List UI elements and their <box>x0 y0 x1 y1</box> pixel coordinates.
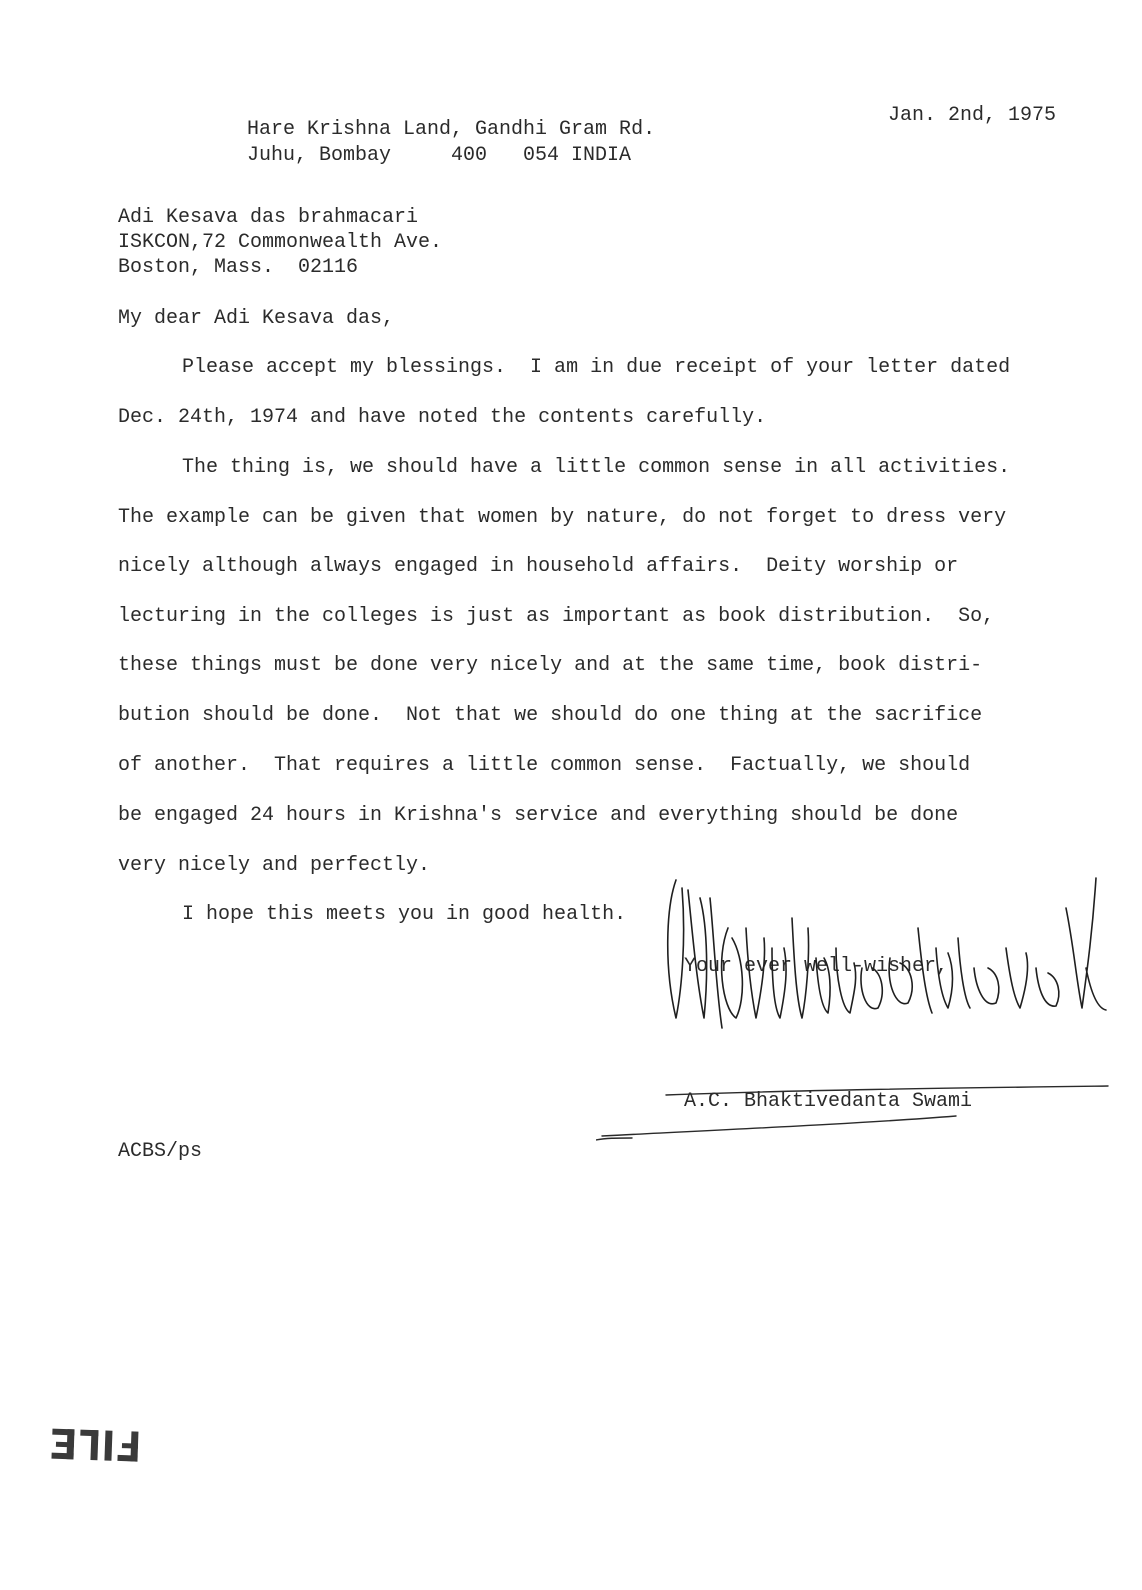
sender-address-line-2: Juhu, Bombay 400 054 INDIA <box>247 144 632 167</box>
reference-initials: ACBS/ps <box>118 1140 203 1163</box>
file-stamp <box>36 1414 146 1474</box>
body-line: Dec. 24th, 1974 and have noted the contents carefully. <box>118 406 767 429</box>
signatory-name: A.C. Bhaktivedanta Swami <box>684 1090 973 1113</box>
body-line: lecturing in the colleges is just as important as book distribution. So, <box>118 605 995 628</box>
body-line: be engaged 24 hours in Krishna's service and everything should be done <box>118 804 959 827</box>
recipient-line-3: Boston, Mass. 02116 <box>118 256 359 279</box>
closing: Your ever well-wisher, <box>684 955 949 978</box>
body-line: Please accept my blessings. I am in due receipt of your letter dated <box>182 356 1011 379</box>
body-line: these things must be done very nicely and at the same time, book distri- <box>118 654 983 677</box>
body-line: The thing is, we should have a little common sense in all activities. <box>182 456 1011 479</box>
body-line: nicely although always engaged in household affairs. Deity worship or <box>118 555 959 578</box>
body-line: bution should be done. Not that we should do one thing at the sacrifice <box>118 704 983 727</box>
body-line: I hope this meets you in good health. <box>182 903 627 926</box>
salutation: My dear Adi Kesava das, <box>118 307 395 330</box>
body-line: of another. That requires a little common sense. Factually, we should <box>118 754 971 777</box>
sender-address-line-1: Hare Krishna Land, Gandhi Gram Rd. <box>247 118 656 141</box>
letter-date: Jan. 2nd, 1975 <box>888 104 1057 127</box>
recipient-line-1: Adi Kesava das brahmacari <box>118 206 419 229</box>
body-line: The example can be given that women by nature, do not forget to dress very <box>118 506 1007 529</box>
body-line: very nicely and perfectly. <box>118 854 431 877</box>
recipient-line-2: ISKCON,72 Commonwealth Ave. <box>118 231 443 254</box>
